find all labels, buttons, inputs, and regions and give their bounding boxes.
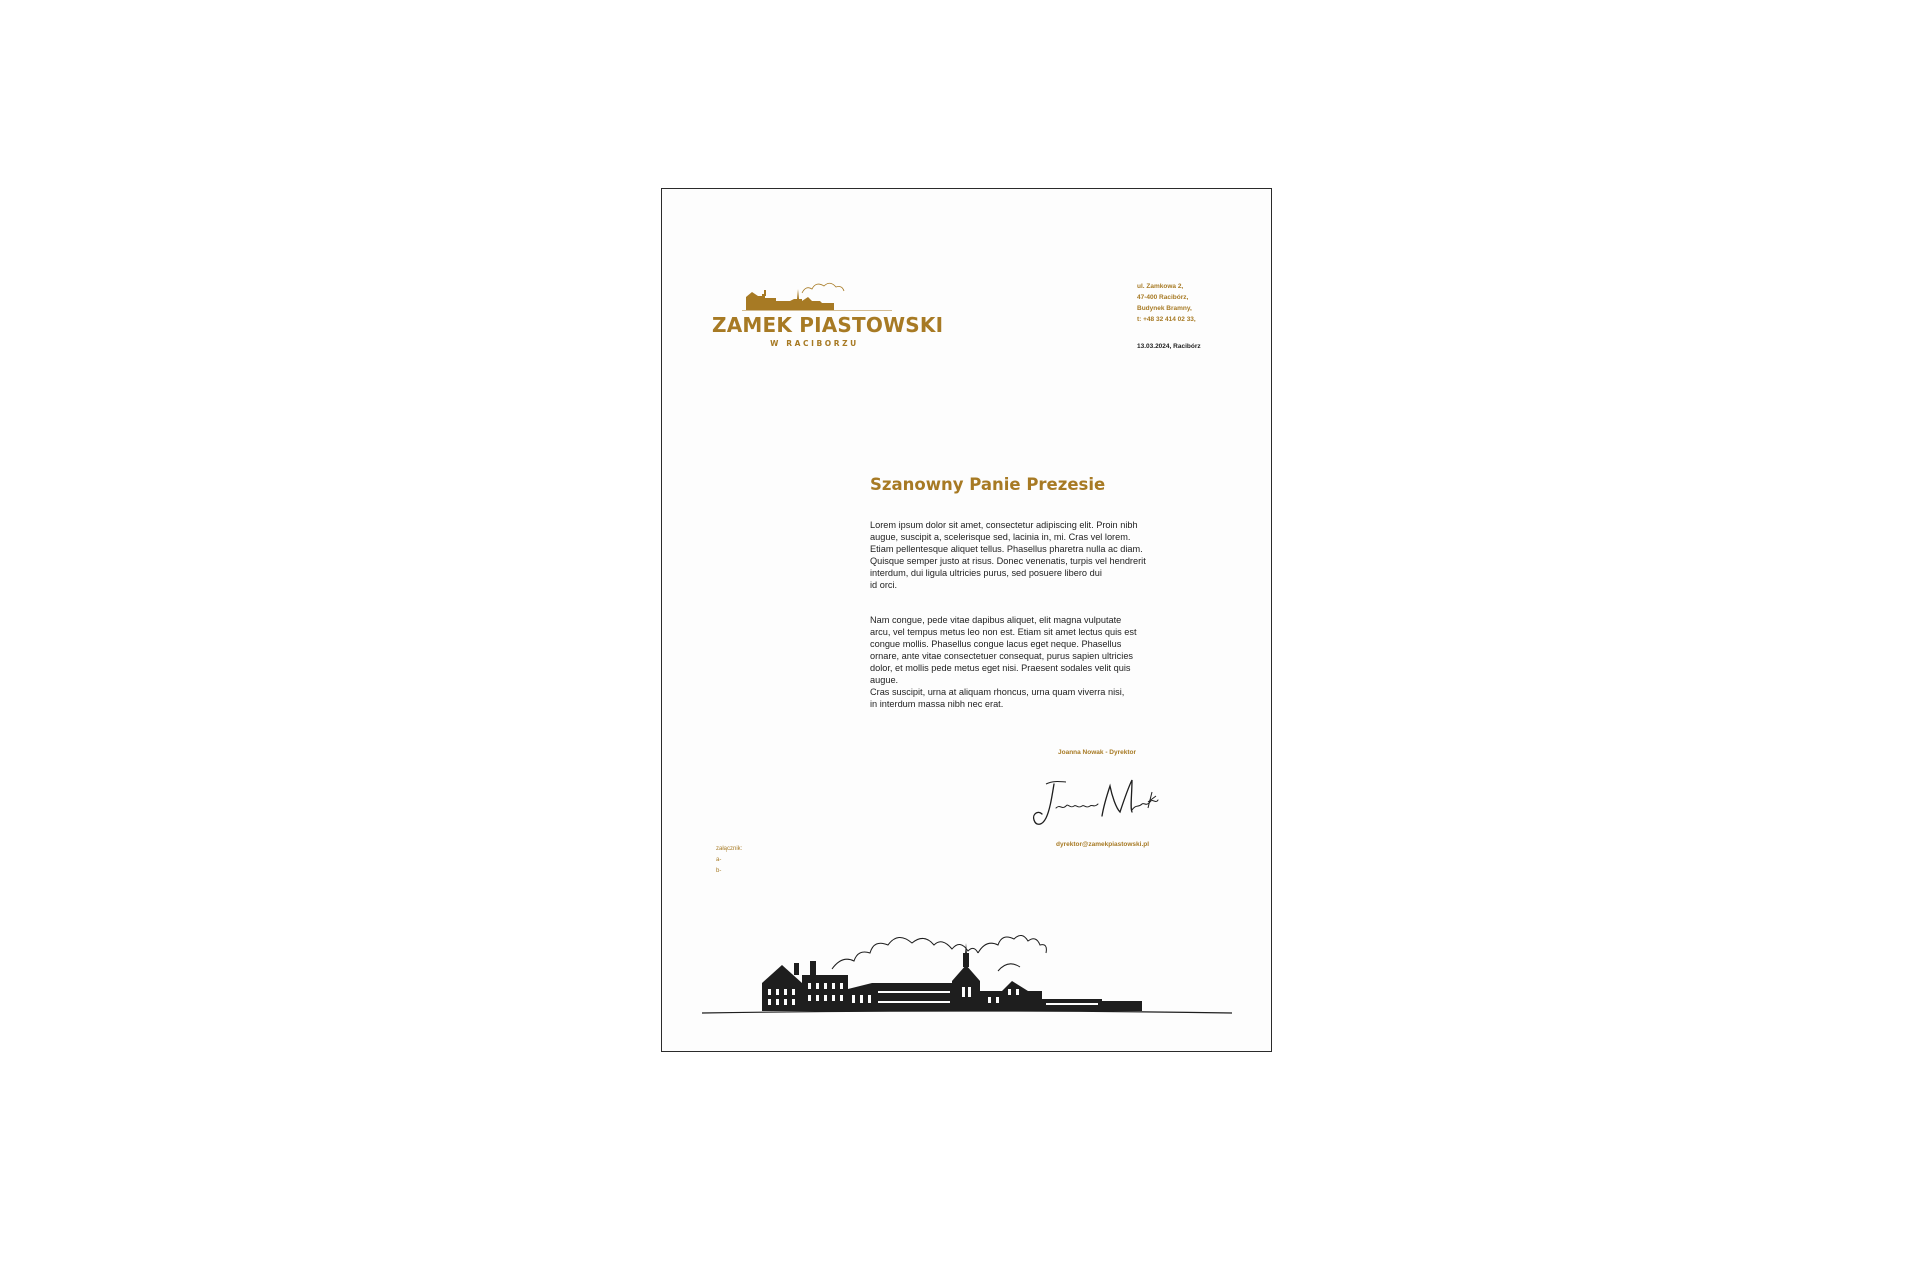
castle-silhouette-illustration	[702, 909, 1232, 1019]
castle-skyline-icon	[742, 277, 892, 311]
address-building: Budynek Bramny,	[1137, 305, 1192, 312]
address-phone: t: +48 32 414 02 33,	[1137, 316, 1196, 323]
attachment-b: b-	[716, 868, 722, 874]
attachments-label: załącznik:	[716, 846, 743, 852]
logo	[712, 277, 944, 348]
letter-greeting: Szanowny Panie Prezesie	[870, 475, 1106, 494]
paragraph-line: dolor, et mollis pede metus eget nisi. Praesent sodales velit quis	[870, 663, 1131, 673]
paragraph-line: Cras suscipit, urna at aliquam rhoncus, urna quam viverra nisi,	[870, 687, 1125, 697]
paragraph-line: id orci.	[870, 580, 898, 590]
paragraph-line: Nam congue, pede vitae dapibus aliquet, elit magna vulputate	[870, 615, 1122, 625]
paragraph-line: arcu, vel tempus metus leo non est. Etiam sit amet lectus quis est	[870, 627, 1137, 637]
paragraph-line: interdum, dui ligula ultricies purus, sed posuere libero dui	[870, 568, 1102, 578]
paragraph-line: Etiam pellentesque aliquet tellus. Phasellus pharetra nulla ac diam.	[870, 544, 1143, 554]
address-city: 47-400 Racibórz,	[1137, 294, 1189, 301]
paragraph-line: ornare, ante vitae consectetuer consequat, purus sapien ultricies	[870, 651, 1134, 661]
signatory-name: Joanna Nowak - Dyrektor	[1058, 749, 1137, 756]
paragraph-line: Quisque semper justo at risus. Donec venenatis, turpis vel hendrerit	[870, 556, 1146, 566]
paragraph-1	[870, 519, 1190, 591]
logo-title: ZAMEK PIASTOWSKI	[712, 313, 944, 337]
paragraph-2	[870, 614, 1190, 710]
paragraph-line: augue, suscipit a, scelerisque sed, lacinia in, mi. Cras vel lorem.	[870, 532, 1131, 542]
paragraph-line: in interdum massa nibh nec erat.	[870, 699, 1004, 709]
letter-date: 13.03.2024, Racibórz	[1137, 343, 1201, 350]
attachments	[716, 844, 742, 877]
letterhead-page	[661, 188, 1272, 1052]
logo-subtitle: W RACIBORZU	[770, 339, 859, 348]
paragraph-line: congue mollis. Phasellus congue lacus eget neque. Phasellus	[870, 639, 1122, 649]
attachment-a: a-	[716, 857, 722, 863]
address-street: ul. Zamkowa 2,	[1137, 283, 1184, 290]
paragraph-line: augue.	[870, 675, 899, 685]
paragraph-line: Lorem ipsum dolor sit amet, consectetur adipiscing elit. Proin nibh	[870, 520, 1138, 530]
handwritten-signature	[1032, 774, 1162, 834]
sender-address	[1137, 281, 1196, 325]
signatory-email[interactable]: dyrektor@zamekpiastowski.pl	[1056, 841, 1150, 848]
